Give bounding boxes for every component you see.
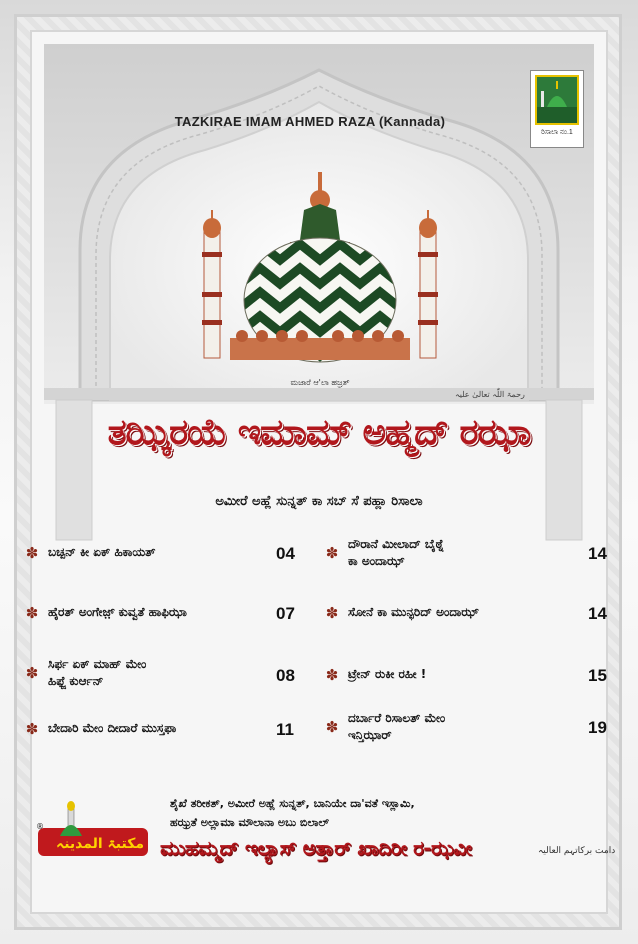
toc-title: ಬಚ್ಪನ್ ಕೀ ಏಕ್ ಹಿಕಾಯತ್	[48, 545, 156, 559]
flower-bullet-icon: ✽	[325, 544, 339, 562]
flower-bullet-icon: ✽	[325, 665, 339, 684]
flower-bullet-icon: ✽	[25, 719, 39, 738]
toc-item	[324, 536, 444, 570]
toc-title: ಟ್ರೇನ್ ರುಕೀ ರಹೀ !	[348, 667, 427, 681]
toc-item	[24, 720, 176, 737]
flower-bullet-icon: ✽	[25, 543, 39, 562]
toc-page-number: 08	[276, 666, 295, 685]
flower-bullet-icon: ✽	[25, 603, 39, 622]
subtitle: ಅಮೀರೆ ಅಹ್ಲೆ ಸುನ್ನತ್ ಕಾ ಸಬ್ ಸೆ ಪಹ್ಲಾ ರಿಸಾಲಾ	[215, 494, 423, 509]
registered-mark: ®	[36, 822, 44, 831]
toc-item	[324, 710, 445, 744]
toc-page-number: 19	[588, 718, 607, 737]
shrine-caption: ಮಜಾರೆ ಆ'ಲಾ ಹಜ಼್ರತ್	[290, 378, 350, 387]
toc-title: ಹೈರತ್ ಅಂಗೇಜ಼್ ಕುವ್ವತೆ ಹಾಫಿಝಾ	[48, 605, 187, 619]
toc-page-number: 14	[588, 544, 607, 563]
flower-bullet-icon: ✽	[325, 718, 339, 736]
toc-page-number: 07	[276, 604, 295, 623]
toc-title: ಸಿರ್ಫ ಏಕ್ ಮಾಹ್ ಮೇಂ ಹಿಫ್ಜೆ ಕುರ್ಆನ್	[48, 657, 147, 688]
shrine-dome-icon	[190, 170, 450, 365]
toc-item	[24, 604, 187, 621]
toc-item	[324, 666, 426, 683]
maktaba-tul-madina-logo	[36, 800, 150, 864]
author-dua: دامت برکاتہم العالیہ	[538, 846, 616, 856]
toc-title: ಬೇದಾರಿ ಮೇಂ ದೀದಾರೆ ಮುಸ್ತಫಾ	[48, 721, 177, 735]
english-title: TAZKIRAE IMAM AHMED RAZA (Kannada)	[174, 114, 446, 129]
publisher-badge	[530, 70, 584, 148]
toc-item	[24, 656, 146, 690]
risala-number-label: ರಿಸಾಲಾ ನಂ.1	[541, 129, 573, 136]
toc-title: ದರ್ಬಾರೆ ರಿಸಾಲತ್ ಮೇಂ ಇನ್ತಿಝಾರ್	[348, 711, 446, 742]
main-title: ತಝ್ಕಿರಯೆ ಇಮಾಮ್ ಅಹ್ಮದ್ ರಝಾ	[107, 412, 531, 453]
toc-page-number: 04	[276, 544, 295, 563]
toc-title: ಸೋನೆ ಕಾ ಮುನ್ಫರಿದ್ ಅಂದಾಝ್	[348, 605, 479, 619]
toc-page-number: 14	[588, 604, 607, 623]
svg-text:مکتبۃ المدینہ: مکتبۃ المدینہ	[55, 836, 145, 852]
author-honorific-line: ಹಝ್ರತೆ ಅಲ್ಲಾಮಾ ಮೌಲಾನಾ ಅಬು ಬಿಲಾಲ್	[170, 816, 330, 829]
toc-page-number: 11	[276, 720, 294, 739]
toc-title: ದೌರಾನೆ ಮೀಲಾದ್ ಬೈಠ್ನೆ ಕಾ ಅಂದಾಝ್	[348, 537, 445, 568]
flower-bullet-icon: ✽	[325, 603, 339, 622]
toc-item	[324, 604, 479, 621]
flower-bullet-icon: ✽	[25, 664, 39, 682]
honorific-dua: رحمۃ اللّٰہ تعالیٰ علیہ	[455, 390, 525, 399]
author-titles-line: ಶೈಖೆ ತರೀಕತ್, ಅಮೀರೆ ಅಹ್ಲೆ ಸುನ್ನತ್, ಬಾನಿಯೇ ದಾ'ವತೆ ಇಸ್ಲಾಮಿ,	[170, 797, 415, 810]
author-name: ಮುಹಮ್ಮದ್ ಇಲ್ಯಾಸ್ ಅತ್ತಾರ್ ಖಾದಿರೀ ರ-ಝವೀ	[160, 836, 472, 860]
green-dome-icon	[535, 75, 579, 125]
toc-item	[24, 544, 155, 561]
toc-page-number: 15	[588, 666, 607, 685]
